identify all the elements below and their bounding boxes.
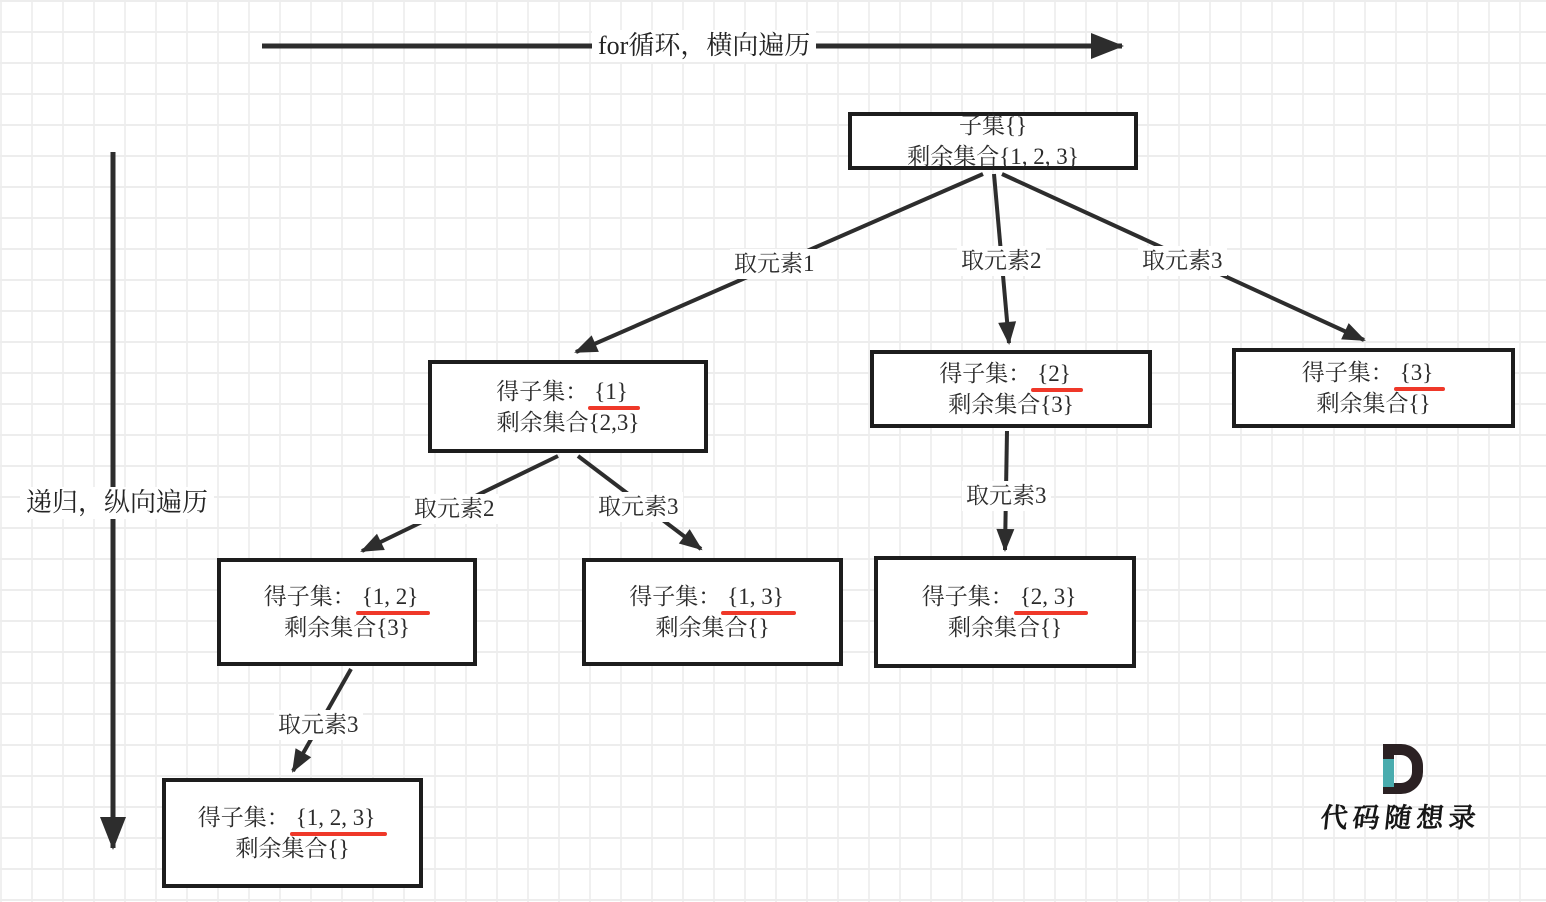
node-s3 (1232, 348, 1515, 428)
subset-label: 得子集： (263, 584, 356, 609)
node-s3-subset-line (1302, 357, 1446, 388)
node-s1-remaining: 剩余集合{2,3} (496, 409, 640, 435)
node-s23-remaining: 剩余集合{} (947, 615, 1063, 640)
node-s13-remaining: 剩余集合{} (655, 615, 770, 640)
edge-label-root-s2: 取元素2 (957, 246, 1046, 276)
node-s1 (428, 360, 708, 453)
node-s3-remaining: 剩余集合{} (1316, 391, 1431, 416)
subset-value-underlined: {2, 3} (1014, 581, 1089, 612)
subset-value-underlined: {1, 3} (721, 581, 796, 612)
node-s12-remaining: 剩余集合{3} (284, 615, 410, 640)
node-s2-subset-line (939, 358, 1083, 389)
subset-value-underlined: {3} (1394, 357, 1446, 388)
node-root-subset: 子集{} (958, 113, 1028, 138)
subset-label: 得子集： (496, 378, 589, 404)
node-root-remaining: 剩余集合{1, 2, 3} (907, 144, 1079, 169)
node-s12 (217, 558, 477, 666)
edge-label-s12-s123: 取元素3 (274, 710, 363, 740)
subset-value-underlined: {2} (1031, 358, 1083, 389)
edge-label-root-s1: 取元素1 (730, 249, 819, 279)
watermark-logo (1316, 744, 1486, 835)
node-s12-subset-line (264, 581, 431, 612)
subset-label: 得子集： (629, 584, 722, 609)
subset-value-underlined: {1} (588, 376, 640, 407)
for-loop-axis-label: for循环，横向遍历 (592, 30, 816, 62)
subset-label: 得子集： (1301, 360, 1394, 385)
node-s23-subset-line (922, 581, 1089, 612)
subset-label: 得子集： (921, 584, 1014, 609)
node-root (848, 112, 1138, 170)
edge-label-root-s3: 取元素3 (1138, 246, 1227, 276)
logo-d-icon (1379, 744, 1423, 794)
node-s2-remaining: 剩余集合{3} (948, 392, 1074, 417)
node-s23 (874, 556, 1136, 668)
edge-label-s1-s13: 取元素3 (594, 492, 683, 522)
node-s13-subset-line (629, 581, 796, 612)
subset-value-underlined: {1, 2} (356, 581, 431, 612)
edge-label-s1-s12: 取元素2 (410, 494, 499, 524)
node-s1-subset-line (496, 376, 640, 407)
edge-label-s2-s23: 取元素3 (962, 481, 1051, 511)
node-s123 (162, 778, 423, 888)
recursion-axis-label: 递归，纵向遍历 (20, 487, 214, 519)
node-s2 (870, 350, 1152, 428)
subset-label: 得子集： (197, 805, 290, 830)
node-s13 (582, 558, 843, 666)
subset-label: 得子集： (939, 361, 1032, 386)
node-s123-remaining: 剩余集合{} (235, 836, 350, 861)
watermark-brand-text: 代码随想录 (1319, 803, 1483, 833)
node-s123-subset-line (198, 802, 388, 833)
subset-value-underlined: {1, 2, 3} (290, 802, 388, 833)
